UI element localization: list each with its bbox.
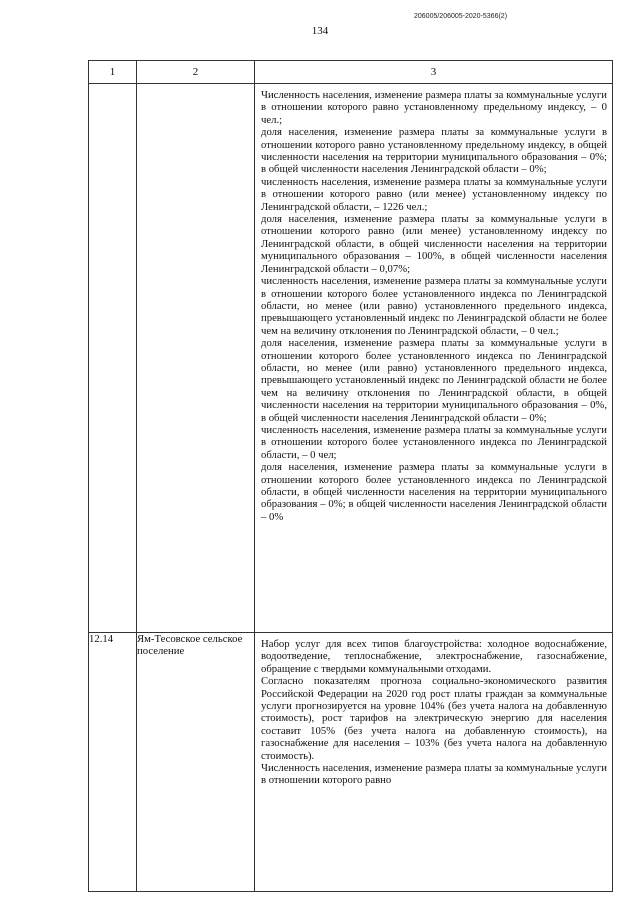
column-header-1: 1 xyxy=(89,61,137,84)
paragraph: Согласно показателям прогноза социально-экономического развития Российской Федерации на 2020 год рост платы граждан за коммунальные услуги прогнозируется на уровне 104% (без учета налога на добавленную стоимость), рост тарифов на электрическую энергию для населения составит 105% (без учета налога на добавленную стоимость), на газоснабжение для населения – 103% (без учета налога на добавленную стоимость). xyxy=(261,675,607,762)
page-number: 134 xyxy=(311,25,329,37)
paragraph: доля населения, изменение размера платы за коммунальные услуги в отношении которого равно установленному предельному индексу, в общей численности населения на территории муниципального образования – 0%; в общей численности населения Ленинградской области – 0%; xyxy=(261,126,607,176)
table-row xyxy=(89,633,613,892)
paragraph: численность населения, изменение размера платы за коммунальные услуги в отношении которого более установленного индекса по Ленинградской области, но менее (или равно) установленного предельного индекса, превышающего установленный индекс по Ленинградской области не более чем на величину отклонения по Ленинградской области, – 0 чел.; xyxy=(261,275,607,337)
paragraph: Численность населения, изменение размера платы за коммунальные услуги в отношении которого равно xyxy=(261,762,607,787)
paragraph: доля населения, изменение размера платы за коммунальные услуги в отношении которого более установленного индекса по Ленинградской области, в общей численности населения на территории муниципального образования – 0%; в общей численности населения Ленинградской области – 0% xyxy=(261,461,607,523)
table-header-row xyxy=(89,61,613,84)
description-cell xyxy=(255,84,613,633)
paragraph: численность населения, изменение размера платы за коммунальные услуги в отношении которого более установленного индекса по Ленинградской области, – 0 чел; xyxy=(261,423,607,461)
column-header-2: 2 xyxy=(137,61,255,84)
column-header-3: 3 xyxy=(255,61,613,84)
paragraph: численность населения, изменение размера платы за коммунальные услуги в отношении которого равно (или менее) установленному индексу по Ленинградской области, – 1226 чел.; xyxy=(261,175,607,213)
document-code: 206005/206005-2020-5366(2) xyxy=(414,13,508,20)
paragraph: Набор услуг для всех типов благоустройства: холодное водоснабжение, водоотведение, теплоснабжение, электроснабжение, газоснабжение, обращение с твердыми коммунальными отходами. xyxy=(261,638,607,675)
settlement-name: Ям-Тесовское сельское поселение xyxy=(137,633,255,892)
data-table xyxy=(88,60,613,892)
paragraph: доля населения, изменение размера платы за коммунальные услуги в отношении которого более установленного индекса по Ленинградской области, но менее (или равно) установленного предельного индекса, превышающего установленный индекс по Ленинградской области не более чем на величину отклонения по Ленинградской области, в общей численности населения на территории муниципального образования – 0%, в общей численности населения Ленинградской области – 0%; xyxy=(261,337,607,424)
row-number: 12.14 xyxy=(89,633,137,892)
settlement-name xyxy=(137,84,255,633)
paragraph: Численность населения, изменение размера платы за коммунальные услуги в отношении которого равно установленному предельному индексу, – 0 чел.; xyxy=(261,89,607,126)
description-cell xyxy=(255,633,613,892)
table-row xyxy=(89,84,613,633)
paragraph: доля населения, изменение размера платы за коммунальные услуги в отношении которого равно (или менее) установленному индексу по Ленинградской области, в общей численности населения на территории муниципального образования – 100%, в общей численности населения Ленинградской области – 0,07%; xyxy=(261,213,607,275)
row-number xyxy=(89,84,137,633)
